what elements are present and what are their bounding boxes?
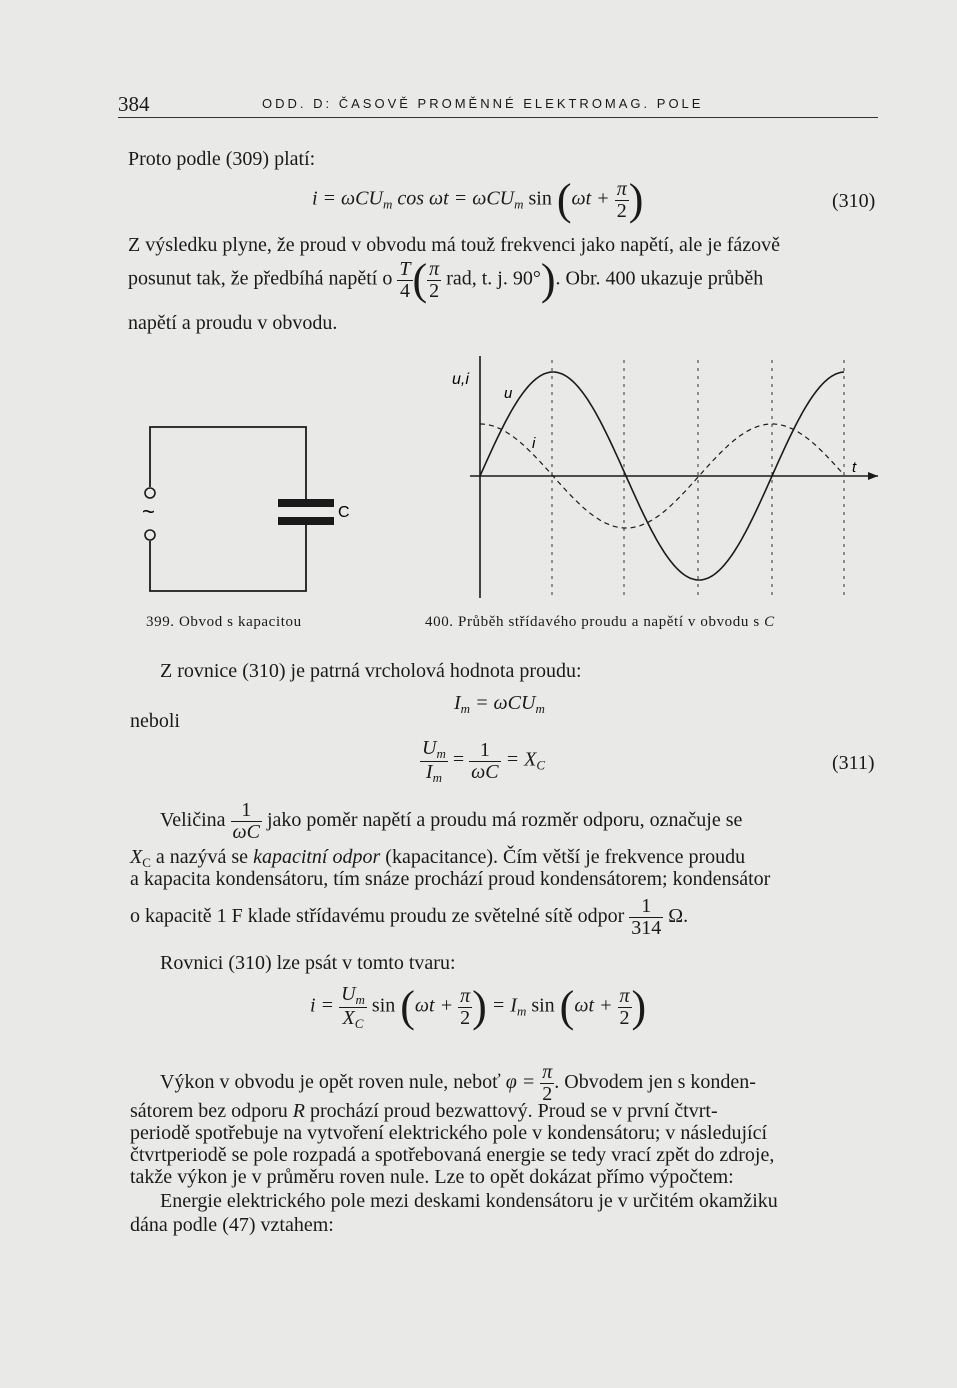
header-rule (118, 117, 878, 118)
intro-text: Proto podle (309) platí: (128, 148, 316, 170)
circuit-wire-bottom (150, 525, 306, 591)
equation-311: $\frac{U_m}{I_m}$ = $\frac{1}{\omega C}$ = $X_C$ (422, 737, 545, 785)
axis-label-ui: u,i (452, 371, 469, 388)
text-line: dána podle (47) vztahem: (130, 1214, 334, 1236)
text-line-velicina: Veličina $\frac{1}{\omega C}$ jako poměr napětí a proudu má rozměr odporu, označuje se (160, 799, 743, 843)
frac-1-314: $\frac{1}{314}$ (631, 895, 662, 939)
text-line: Z výsledku plyne, že proud v obvodu má touž frekvenci jako napětí, ale je fázově (128, 234, 780, 256)
text-line: Rovnici (310) lze psát v tomto tvaru: (160, 952, 456, 974)
frac-1-wc: $\frac{1}{\omega C}$ (471, 738, 499, 783)
term-kapacitni-odpor: kapacitní odpor (253, 846, 381, 868)
equation-number-311: (311) (832, 752, 875, 774)
text-line: napětí a proudu v obvodu. (128, 312, 338, 334)
terminal-bottom (145, 530, 155, 540)
circuit-diagram (130, 415, 370, 615)
page-number: 384 (118, 92, 150, 116)
time-label: t (852, 459, 857, 476)
eq310-lhs: i = ωCU (312, 187, 383, 210)
text-line: Výkon v obvodu je opět roven nule, neboť φ = $\frac{\pi}{2}$ . Obvodem jen s konden- (160, 1061, 756, 1105)
frac-pi-2: $\frac{\pi}{2}$ (616, 177, 627, 222)
running-title: ODD. D: ČASOVĚ PROMĚNNÉ ELEKTROMAG. POLE (262, 96, 704, 111)
text-line: o kapacitě 1 F klade střídavému proudu ze světelné sítě odpor $\frac{1}{314}$ Ω. (130, 895, 689, 939)
text-line: čtvrtperiodě se pole rozpadá a spotřebovaná energie se tedy vrací zpět do zdroje, (130, 1144, 775, 1166)
text-neboli: neboli (130, 710, 180, 732)
frac-pi-2: $\frac{\pi}{2}$ (429, 257, 440, 302)
equation-im: $I_m = \omega CU_m$ (454, 692, 545, 716)
circuit-wire-top (150, 427, 306, 499)
frac-um-im: $\frac{U_m}{I_m}$ (422, 737, 446, 785)
text-line: periodě spotřebuje na vytvoření elektrického pole v kondensátoru; v následující (130, 1122, 768, 1144)
frac-pi-2: $\frac{\pi}{2}$ (460, 984, 471, 1029)
text-line-with-fraction: posunut tak, že předbíhá napětí o $\frac{T}{4}$ ( $\frac{\pi}{2}$ rad, t. j. 90°). Obr. 400 ukazuje průběh (128, 255, 764, 304)
frac-pi-2: $\frac{\pi}{2}$ (542, 1061, 553, 1105)
text-line: a kapacita kondensátoru, tím snáze prochází proud kondensátorem; kondensátor (130, 868, 771, 890)
ac-source-symbol: ~ (142, 499, 155, 524)
text-line: Z rovnice (310) je patrná vrcholová hodnota proudu: (160, 660, 582, 682)
capacitor-plate-top (278, 499, 334, 507)
voltage-label: u (504, 385, 513, 402)
frac-T-4: $\frac{T}{4}$ (399, 257, 411, 302)
text-line: $X_C$ a nazývá se kapacitní odpor (kapacitance). Čím větší je frekvence proudu (130, 846, 746, 870)
figure-400-caption: 400. Průběh střídavého proudu a napětí v obvodu s C (425, 614, 775, 630)
waveform-diagram (420, 350, 890, 610)
text-line: Energie elektrického pole mezi deskami kondensátoru je v určitém okamžiku (160, 1190, 778, 1212)
equation-i-xc: i = $\frac{U_m}{X_C}$ sin (ωt + $\frac{\pi}{2}$ ) = $I_m$ sin (ωt + $\frac{\pi}{2}$ ) (310, 982, 647, 1032)
frac-pi-2: $\frac{\pi}{2}$ (619, 984, 630, 1029)
frac-um-xc: $\frac{U_m}{X_C}$ (341, 983, 365, 1031)
terminal-top (145, 488, 155, 498)
text-line: takže výkon je v průměru roven nule. Lze to opět dokázat přímo výpočtem: (130, 1166, 734, 1188)
text-line: sátorem bez odporu R prochází proud bezwattový. Proud se v první čtvrt- (130, 1100, 718, 1122)
equation-310: i = ωCU$_m$ cos ωt = ωCU$_m$ sin (ωt + $\frac{\pi}{2}$ ) (312, 175, 644, 224)
capacitor-plate-bottom (278, 517, 334, 525)
capacitor-label: C (338, 504, 350, 521)
equation-number-310: (310) (832, 190, 876, 212)
figure-399-caption: 399. Obvod s kapacitou (146, 614, 302, 630)
frac-1-wc: $\frac{1}{\omega C}$ (232, 799, 260, 843)
current-label: i (532, 435, 536, 452)
time-axis-arrow (868, 472, 878, 480)
